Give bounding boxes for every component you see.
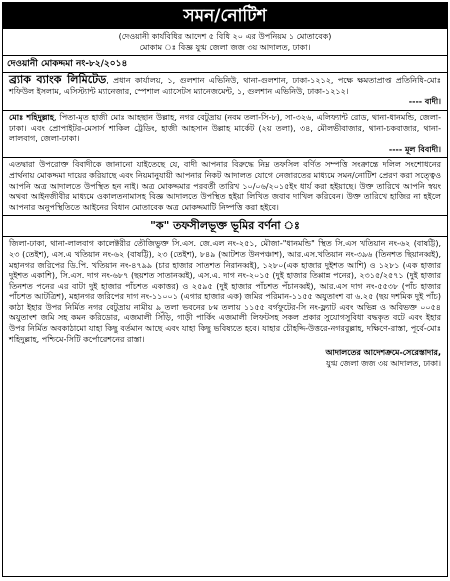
schedule-title: "ক" তফসীলভূক্ত ভূমির বর্ণনা ঃ — [150, 219, 300, 233]
signature-line-2: যুগ্ম জেলা জজ ৩য় আদালত, ঢাকা। — [326, 359, 441, 369]
defendant-block — [3, 113, 447, 145]
defendant-details: , পিতা-মৃত হাজী মোঃ আহছান উল্লাহ, নগর বেটুদ্রায় (নবম তলা-সি-৮), সা-৩২৬, এলিফ্যান্ট রোড, থানা-ধানমন্ডি, জেলা-ঢাকা। এবং প্রোপাইটর-মেসার্স শাকিল ট্রেডিং, হাজী আহসান উল্লাহ মার্কেট (২য় তলা), ৩৪, মৌলভীবাজার, থানা-চকবাজার, থানা-লালবাগ, জেলা-ঢাকা। — [9, 112, 442, 144]
notice-page — [2, 2, 448, 577]
divider — [3, 236, 447, 237]
plaintiff-role-row — [3, 97, 447, 108]
notice-title: সমন/নোটিশ — [3, 3, 447, 29]
defendant-name: মোঃ শহিদুল্লাহ — [9, 112, 55, 122]
divider — [3, 157, 447, 158]
plaintiff-role: ---- বাদী। — [408, 97, 441, 107]
divider — [3, 110, 447, 111]
plaintiff-details: , প্রধান কার্যালয়, ১, গুলশান এভিনিউ, থানা-গুলশান, ঢাকা-১২১২, পক্ষে ক্ষমতাপ্রাপ্ত প্রতিনিধি-মোঃ শফিউল ইসলাম, এসিস্ট্যান্ট ম্যানেজার, স্পেশাল এ্যাসেটস ম্যানেজমেন্ট, ১, গুলশান এভিনিউ, ঢাকা-১২১২। — [9, 76, 442, 96]
defendant-role: ---- মূল বিবাদী। — [388, 144, 441, 154]
divider — [3, 55, 447, 56]
procedure-rule-line: (দেওয়ানী কার্যবিধির আদেশ ৫ বিধি ২০ এর উপনিয়ম ১ মোতাবেক) — [118, 32, 332, 41]
schedule-body: জিলা-ঢাকা, থানা-লালবাগ কালেক্টরীর তৌজিভুক্ত সি.এস. জে.এল নং-২৫১, মৌজা-"ধানমন্ডি" স্থিত সি.এস খতিয়ান নং-৬২ (বাষট্টি), ২৩ (তেইশ), এস.এ খতিয়ান নং-৬২ (বাষট্টি), ২৩ (তেইশ), ৮৪৯ (আটশত উনপঞ্চাশ), আর.এস.খতিয়ান নং-৩৯৬ (তিনশত ছিয়ানব্বই), মহানগর জরিপের ডি.পি. খতিয়ান নং-৪৭৯৯ (চার হাজার সাতশত নিরানব্বই), ১২৮০(এক হাজার দুইশত আশি) ও ১২৮১ (এক হাজার দুইশত একাশি), সি.এস. দাগ নং-৬৮৭ (ছয়শত সাতানব্বই), এস.এ. দাগ নং-২০১৫ (দুই হাজার তিপ্পান্ন পনের), ২৩১৫/২৫৭১ (দুই হাজার তিনশত পনের এর বাটা দুই হাজার পাঁচশত একাত্তর) ও ২৫৯৫ (দুই হাজার পাঁচশত পঁচানব্বই), আর.এস দাগ নং-৫৫৩৮ (পাঁচ হাজার পাঁচশত আটত্রিশ), মহানগর জরিপের দাগ নং-১১০০১ (এগার হাজার এক) জমির পরিমান-১১৫৫ অযুতাংশ বা ৬.২৫ (ছয় দশমিক দুই পাঁচ) কাঠা ইহার উপর নির্মিত নগর বেটুদ্রায় নামীয় ৯ তলা ভবনের ৮ম তলায় ১১৫৫ বর্গফুটের-সি নং-ফ্ল্যাট এবং অভিন্ন ও অবিভক্ত ০০৫৪ অযুতাংশ জমি সহ কমন করিডোর, এজমালী সিঁড়ি, গাড়ী পার্কিং এজমালী লিফটসহ সকল প্রকার সুযোগসুবিধা বদ্ধকৃত বটে এবং ইহার উপর নির্মিত অবকাঠামো যাহা কিছু বর্তমান আছে এবং যাহা কিছু ভবিষ্যতে হবে। যাহার চৌহদ্দি-উত্তরে-নগরবুল্লাহ, দক্ষিণে-রাস্তা, পূর্বে-মোঃ শহিদুল্লাহ, পশ্চিমে-সিটি কর্পোরেশনের রাস্তা। — [9, 239, 441, 344]
case-number: দেওয়ানী মোকদ্দমা নং-৮২/২০১৪ — [7, 59, 128, 70]
defendant-role-row — [3, 145, 447, 156]
signature-line-1: আদালতের আদেশক্রমে-সেরেস্তাদার, — [325, 348, 441, 358]
notice-body: এতদ্বারা উপরোক্ত বিবাদীকে জানানো যাইতেছে যে, বাদী আপনার বিরুদ্ধে নিম্ন তফসিল বর্ণিত সম্পত্তি সংক্রান্তে দলিল সংশোধনের প্রার্থনায় মোকদ্দমা দায়ের করিয়াছে এবং নিয়মানুযায়ী আপনার নিকট আদালত যোগে নেজারতের মাধ্যমে সমন/নোটিশ প্রেরণ করা সত্ত্বেও আপনি অত্র আদালতে উপস্থিত হন নাই। অত্র মোকদ্দমার পরবর্তী তারিখ ১০/০৬/২০১৫ইং ধার্য করা হইয়াছে। উক্ত তারিখে আপনি স্বয়ং অথবা আইনজীবীর মাধ্যমে ওকালতনামাসহ বিজ্ঞ আদালতে উপস্থিত হইয়া লিখিত জবাব দাখিল করিবেন। উক্ত তারিখে হাজির না হইলে আপনার অনুপস্থিতিতে আইনের বিধান মোতাবেক অত্র মোকদ্দমাটি নিষ্পত্তি করা হইবে। — [9, 160, 441, 212]
divider — [3, 215, 447, 216]
plaintiff-name: ব্র্যাক ব্যাংক লিমিটেড — [9, 73, 107, 87]
court-line: মোকাম ঃ বিজ্ঞ যুগ্ম জেলা জজ ৩য় আদালত, ঢাকা। — [139, 42, 311, 52]
plaintiff-block — [3, 75, 447, 97]
